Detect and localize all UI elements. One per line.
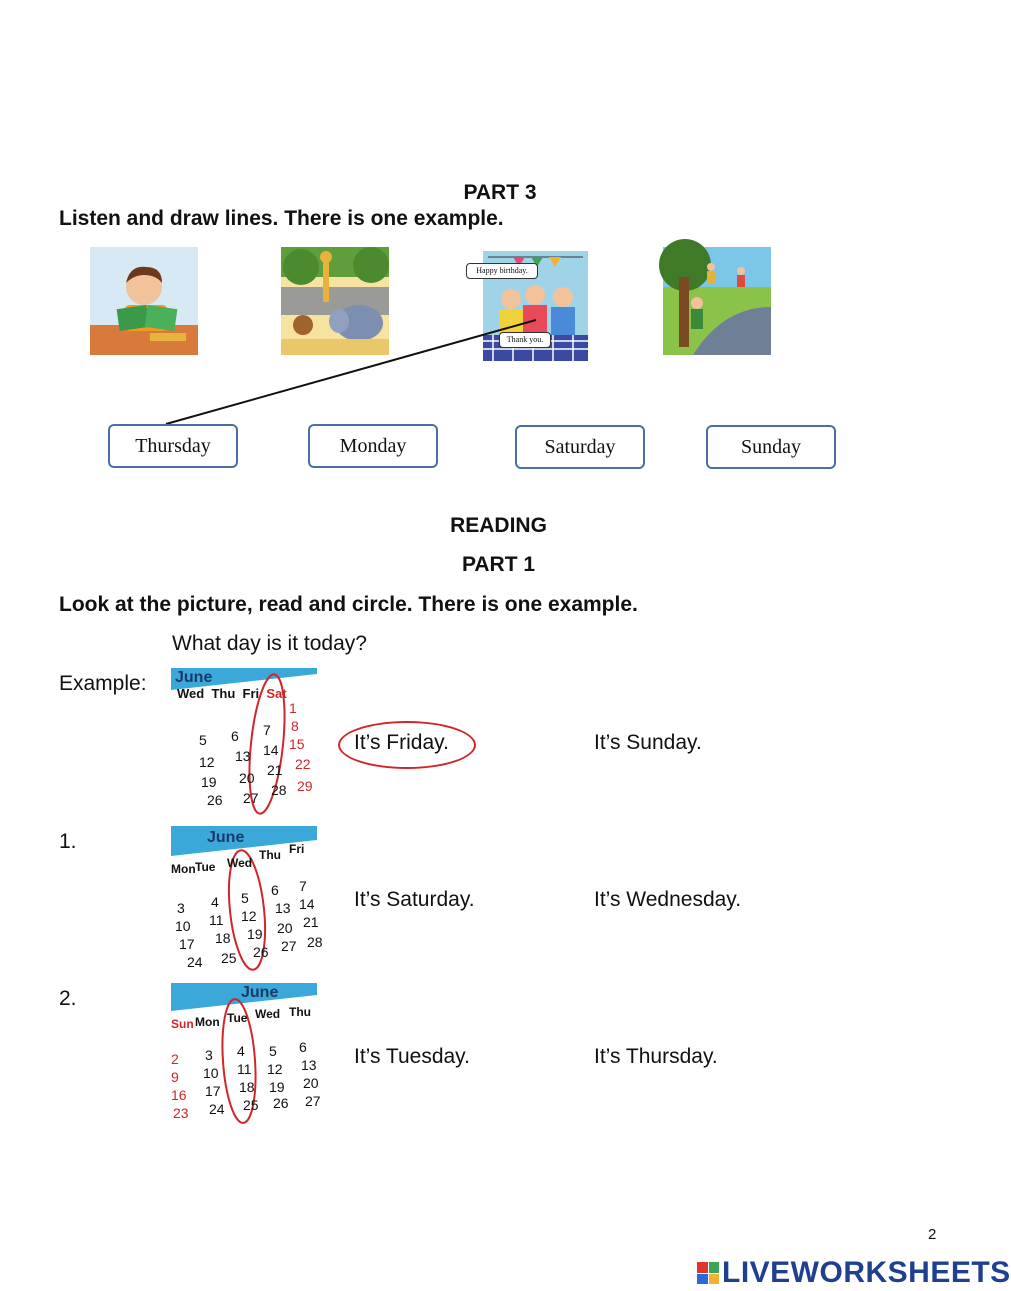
day-box-saturday[interactable]: Saturday bbox=[515, 425, 645, 469]
reading-instruction: Look at the picture, read and circle. There is one example. bbox=[59, 593, 638, 616]
item-1-option-wednesday[interactable]: It’s Wednesday. bbox=[594, 888, 742, 911]
cal-header: Wed bbox=[255, 1007, 281, 1021]
logo-text: LIVEWORKSHEETS bbox=[722, 1256, 1011, 1289]
liveworksheets-logo bbox=[697, 1256, 1011, 1290]
example-option-sunday[interactable]: It’s Sunday. bbox=[594, 731, 702, 754]
logo-blocks-icon bbox=[697, 1262, 719, 1284]
speech-bubble-happy-birthday: Happy birthday. bbox=[466, 263, 538, 279]
reading-question: What day is it today? bbox=[172, 632, 367, 655]
cal-header: Thu bbox=[259, 848, 281, 862]
calendar-month: June bbox=[175, 669, 213, 686]
item-1-label: 1. bbox=[59, 830, 77, 853]
reading-title: READING bbox=[450, 514, 547, 537]
day-box-sunday[interactable]: Sunday bbox=[706, 425, 836, 469]
example-label: Example: bbox=[59, 672, 147, 695]
calendar-month: June bbox=[241, 984, 279, 1001]
cal-header: Mon bbox=[171, 862, 196, 876]
cal-header: Wed bbox=[227, 856, 253, 870]
cal-header: Wed bbox=[177, 686, 205, 701]
part3-title: PART 3 bbox=[463, 181, 537, 204]
cal-header: Mon bbox=[195, 1015, 220, 1029]
item-1-option-saturday[interactable]: It’s Saturday. bbox=[354, 888, 475, 911]
cal-header: Sat bbox=[266, 686, 287, 701]
cal-header: Tue bbox=[195, 860, 216, 874]
item-2-option-thursday[interactable]: It’s Thursday. bbox=[594, 1045, 718, 1068]
cal-header: Fri bbox=[242, 686, 260, 701]
reading-part-title: PART 1 bbox=[461, 553, 536, 576]
cal-header: Thu bbox=[211, 686, 236, 701]
cal-header: Thu bbox=[289, 1005, 311, 1019]
item-2-option-tuesday[interactable]: It’s Tuesday. bbox=[354, 1045, 470, 1068]
item-2-label: 2. bbox=[59, 987, 77, 1010]
day-box-monday[interactable]: Monday bbox=[308, 424, 438, 468]
cal-header: Tue bbox=[227, 1011, 248, 1025]
calendar-item-1: June Mon Tue Wed Thu Fri 6 7 3 4 5 13 14 10 11 12 20 21 17 18 19 27 28 24 25 26 bbox=[171, 826, 317, 972]
calendar-example: June Wed Thu Fri Sat 1 7 8 5 6 14 15 12 13 21 22 19 20 28 29 26 27 bbox=[171, 668, 317, 814]
day-box-thursday[interactable]: Thursday bbox=[108, 424, 238, 468]
part3-instruction: Listen and draw lines. There is one example. bbox=[59, 207, 504, 230]
cal-header: Fri bbox=[289, 842, 305, 856]
calendar-item-2: June Sun Mon Tue Wed Thu 2 3 4 5 6 9 10 11 12 13 16 17 18 19 20 23 24 25 26 27 bbox=[171, 983, 317, 1129]
cal-header: Sun bbox=[171, 1017, 194, 1031]
speech-bubble-thank-you: Thank you. bbox=[499, 332, 551, 348]
page-number: 2 bbox=[928, 1226, 937, 1243]
calendar-month: June bbox=[207, 829, 245, 846]
example-option-friday[interactable]: It’s Friday. bbox=[354, 731, 449, 754]
